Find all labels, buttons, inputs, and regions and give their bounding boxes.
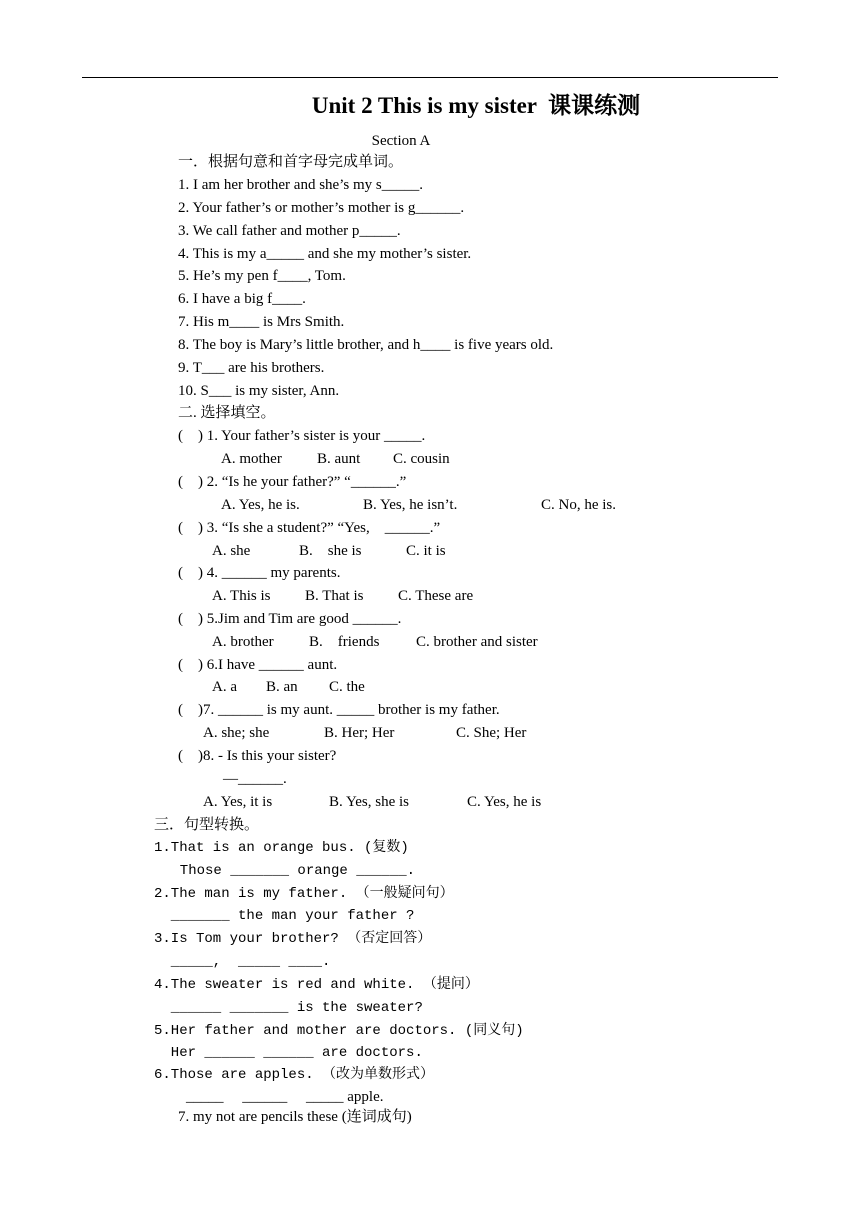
part3-q7: 7. my not are pencils these (连词成句): [178, 1109, 412, 1125]
part2-heading: 二. 选择填空。: [178, 405, 276, 421]
part1-item-7: 7. His m____ is Mrs Smith.: [178, 314, 345, 330]
part3-line-9: 5.Her father and mother are doctors. (同义句): [154, 1023, 524, 1039]
section-label: Section A: [371, 133, 431, 149]
q8-stem: ( )8. - Is this your sister?: [178, 748, 337, 764]
q3-stem: ( ) 3. “Is she a student?” “Yes, ______.”: [178, 520, 441, 536]
q1-option-c: C. cousin: [393, 451, 450, 467]
q7-stem: ( )7. ______ is my aunt. _____ brother is my father.: [178, 702, 500, 718]
q6-stem: ( ) 6.I have ______ aunt.: [178, 657, 338, 673]
q7-option-b: B. Her; Her: [324, 725, 395, 741]
q4-stem: ( ) 4. ______ my parents.: [178, 565, 341, 581]
q3-option-c: C. it is: [406, 543, 446, 559]
q2-option-c: C. No, he is.: [541, 497, 616, 513]
q1-stem: ( ) 1. Your father’s sister is your _____.: [178, 428, 426, 444]
part1-item-3: 3. We call father and mother p_____.: [178, 223, 401, 239]
q1-option-b: B. aunt: [317, 451, 361, 467]
q5-option-a: A. brother: [212, 634, 274, 650]
part3-line-8: ______ _______ is the sweater?: [154, 1000, 423, 1016]
part3-line-3: 2.The man is my father. （一般疑问句）: [154, 886, 454, 902]
q4-option-b: B. That is: [305, 588, 364, 604]
part3-line-11: 6.Those are apples. （改为单数形式）: [154, 1067, 435, 1083]
top-rule: [82, 77, 778, 78]
q7-option-c: C. She; Her: [456, 725, 527, 741]
q6-option-c: C. the: [329, 679, 365, 695]
q5-option-b: B. friends: [309, 634, 380, 650]
part1-item-4: 4. This is my a_____ and she my mother’s sister.: [178, 246, 472, 262]
q8-option-a: A. Yes, it is: [203, 794, 273, 810]
part3-line-5: 3.Is Tom your brother? （否定回答）: [154, 931, 432, 947]
q2-option-a: A. Yes, he is.: [221, 497, 300, 513]
q4-option-a: A. This is: [212, 588, 271, 604]
q5-option-c: C. brother and sister: [416, 634, 538, 650]
part3-line-2: Those _______ orange ______.: [163, 863, 416, 879]
part1-item-10: 10. S___ is my sister, Ann.: [178, 383, 340, 399]
part3-heading: 三．句型转换。: [154, 817, 260, 833]
part3-line-6: _____, _____ ____.: [154, 954, 331, 970]
page-title: Unit 2 This is my sister 课课练测: [311, 93, 641, 118]
q4-option-c: C. These are: [398, 588, 474, 604]
q6-option-a: A. a: [212, 679, 237, 695]
q2-option-b: B. Yes, he isn’t.: [363, 497, 458, 513]
part1-heading: 一．根据句意和首字母完成单词。: [178, 154, 404, 170]
part1-item-8: 8. The boy is Mary’s little brother, and h____ is five years old.: [178, 337, 554, 353]
q6-option-b: B. an: [266, 679, 298, 695]
part1-item-6: 6. I have a big f____.: [178, 291, 306, 307]
q2-stem: ( ) 2. “Is he your father?” “______.”: [178, 474, 407, 490]
part3-line-4: _______ the man your father ?: [154, 908, 415, 924]
q8-option-b: B. Yes, she is: [329, 794, 410, 810]
q1-option-a: A. mother: [221, 451, 282, 467]
part1-item-9: 9. T___ are his brothers.: [178, 360, 325, 376]
part3-line-10: Her ______ ______ are doctors.: [154, 1045, 423, 1061]
q8-stem-answer: —______.: [223, 771, 287, 787]
part3-q6-answer: _____ ______ _____ apple.: [186, 1089, 384, 1105]
q3-option-b: B. she is: [299, 543, 362, 559]
q3-option-a: A. she: [212, 543, 251, 559]
q8-option-c: C. Yes, he is: [467, 794, 542, 810]
q7-option-a: A. she; she: [203, 725, 270, 741]
part3-line-7: 4.The sweater is red and white. （提问）: [154, 977, 479, 993]
q5-stem: ( ) 5.Jim and Tim are good ______.: [178, 611, 402, 627]
part1-item-1: 1. I am her brother and she’s my s_____.: [178, 177, 423, 193]
part1-item-5: 5. He’s my pen f____, Tom.: [178, 268, 346, 284]
part3-line-1: 1.That is an orange bus. (复数): [154, 840, 409, 856]
part1-item-2: 2. Your father’s or mother’s mother is g______.: [178, 200, 465, 216]
